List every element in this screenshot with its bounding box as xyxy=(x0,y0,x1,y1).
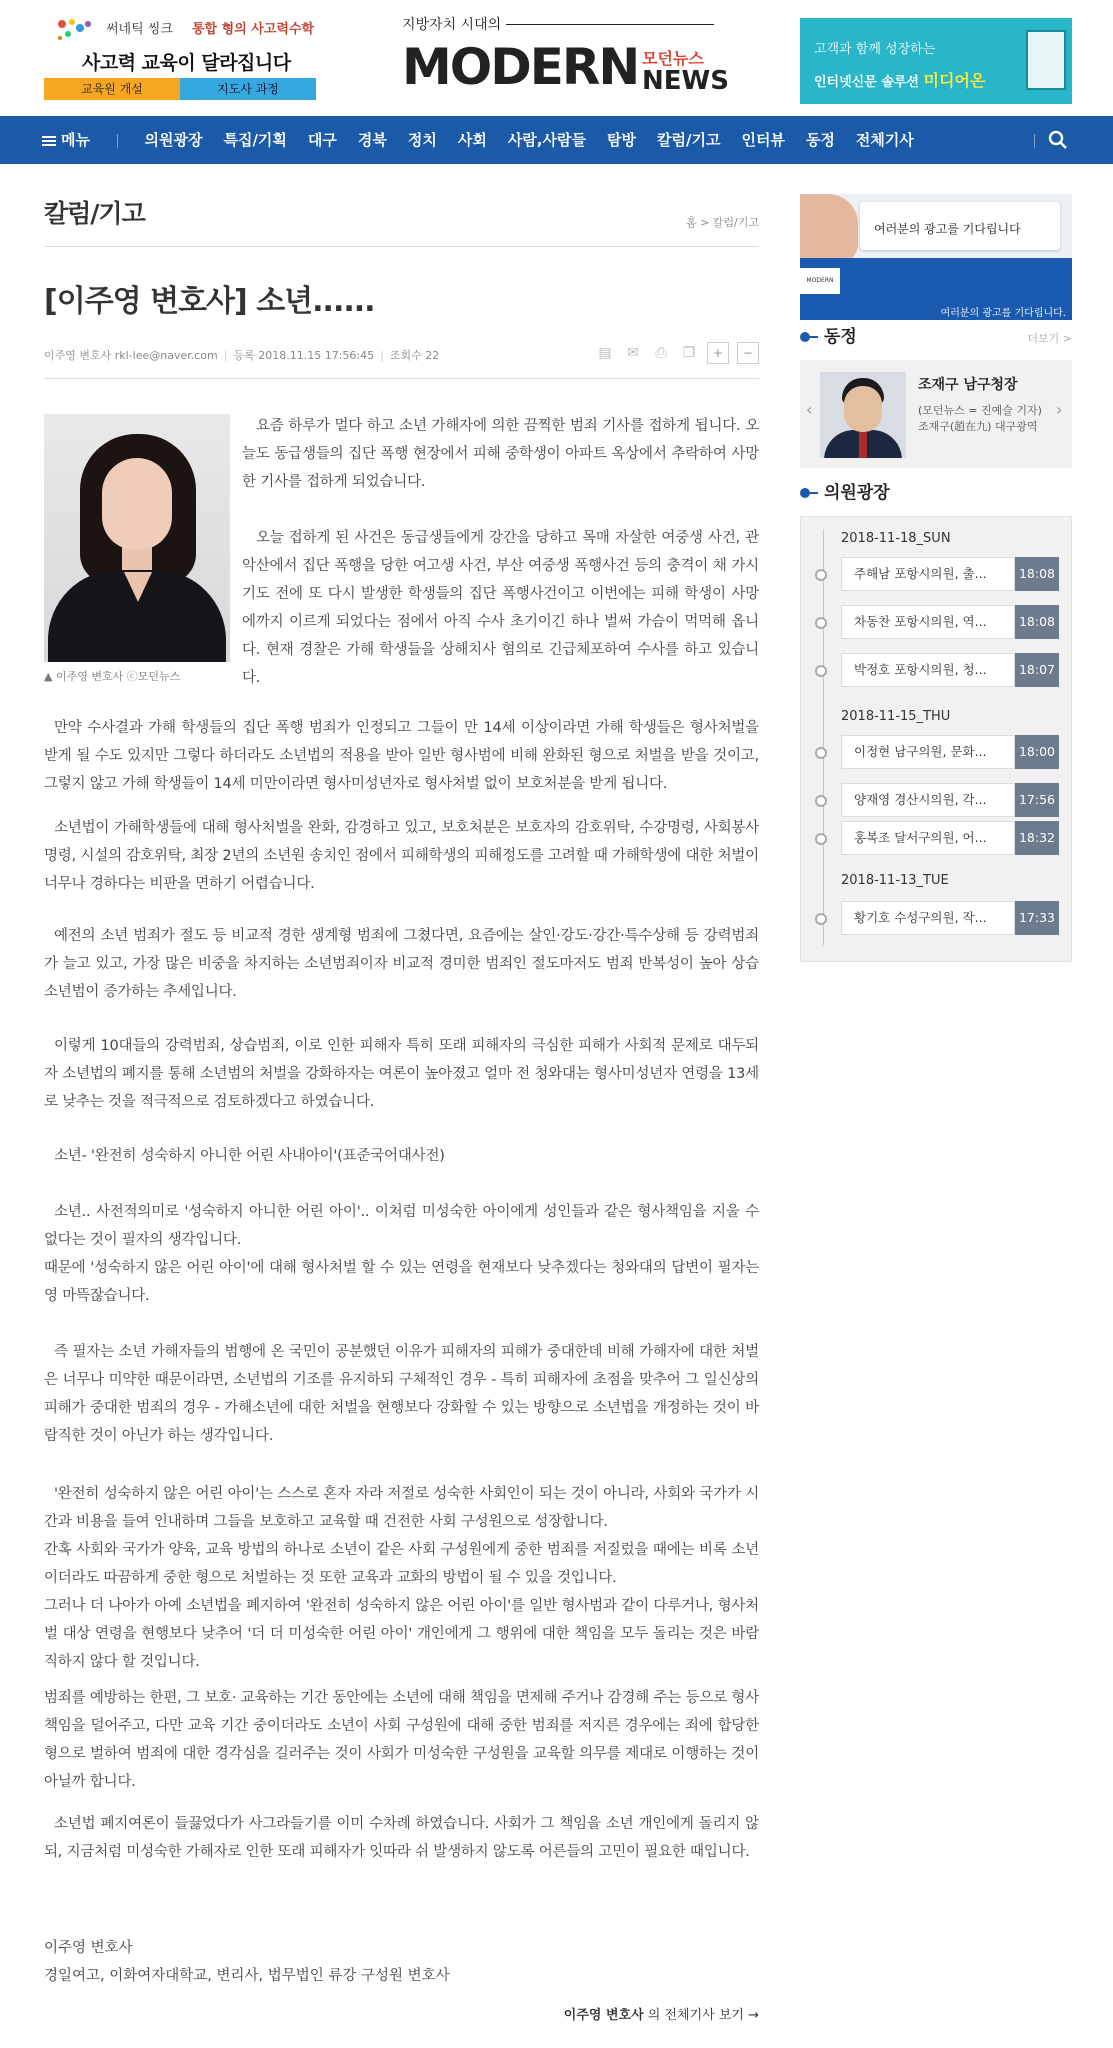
article-paragraph: '완전히 성숙하지 않은 어린 아이'는 스스로 혼자 자라 저절로 성숙한 사회인이 되는 것이 아니라, 사회와 국가가 시간과 비용을 들여 인내하며 그들을 보호하고 교육할 때 건전한 사회 구성원으로 성장합니다. xyxy=(44,1486,759,1530)
timeline-node-icon xyxy=(815,747,827,759)
council-item-time: 17:56 xyxy=(1015,783,1059,817)
author-signature xyxy=(44,1934,450,1990)
more-link[interactable]: 더보기 > xyxy=(1027,332,1072,345)
chevron-right-icon[interactable]: › xyxy=(1056,400,1063,419)
byline[interactable]: 이주영 변호사 rkl-lee@naver.com xyxy=(44,349,218,362)
ad-right-line1: 고객과 함께 성장하는 xyxy=(814,42,936,57)
article-paragraph: 예전의 소년 범죄가 절도 등 비교적 경한 생계형 범죄에 그쳤다면, 요즘에는 살인·강도·강간·특수상해 등 강력범죄가 늘고 있고, 가장 많은 비중을 차지하는 소년범죄이자 비교적 경미한 범죄인 절도마저도 범죄 반복성이 높아 상습소년범이 증가하는 추세입니다. xyxy=(44,928,759,1000)
nav-item[interactable]: 전체기사 xyxy=(855,131,914,149)
logo-tagline: 지방자치 시대의 xyxy=(402,17,502,33)
article-paragraph: 그러나 더 나아가 아예 소년법을 폐지하여 '완전히 성숙하지 않은 어린 아이'를 일반 형사범과 같이 다루거나, 형사처벌 대상 연령을 현행보다 낮추어 '더 더 미성숙한 어린 아이' 개인에게 그 행위에 대한 책임을 모두 돌리는 것은 바람직하지 않다 할 것입니다. xyxy=(44,1598,759,1670)
all-articles-link[interactable]: 이주영 변호사 의 전체기사 보기 → xyxy=(563,2008,759,2023)
nav-item[interactable]: 탐방 xyxy=(607,131,636,149)
people-desc: (모던뉴스 = 진예슬 기자) xyxy=(918,404,1042,417)
ad-logo-card: MODERN xyxy=(800,268,840,294)
divider xyxy=(44,246,759,247)
council-item-title[interactable]: 홍복조 달서구의원, 어... xyxy=(841,821,1015,855)
council-item[interactable] xyxy=(841,605,1059,639)
council-item[interactable] xyxy=(841,821,1059,855)
nav-item[interactable]: 동정 xyxy=(805,131,835,149)
people-photo xyxy=(820,372,906,458)
site-header xyxy=(0,0,1113,116)
timeline-node-icon xyxy=(815,913,827,925)
article-paragraph: 소년.. 사전적의미로 '성숙하지 아니한 어린 아이'.. 이처럼 미성숙한 아이에게 성인들과 같은 형사책임을 지울 수 없다는 것이 필자의 생각입니다. xyxy=(44,1204,759,1248)
header-ad-left[interactable] xyxy=(44,14,316,100)
timeline-date: 2018-11-13_TUE xyxy=(841,873,949,888)
timeline-line xyxy=(823,529,824,945)
council-item[interactable] xyxy=(841,783,1059,817)
council-item[interactable] xyxy=(841,653,1059,687)
timeline-node-icon xyxy=(815,665,827,677)
hamburger-icon xyxy=(42,136,56,146)
article-tools xyxy=(595,342,759,364)
nav-item[interactable]: 특집/기획 xyxy=(223,131,287,149)
device-icon xyxy=(1026,30,1066,90)
article-meta: 이주영 변호사 rkl-lee@naver.com | 등록 2018.11.15 17:56:45 | 조회수 22 xyxy=(44,349,440,362)
timeline-node-icon xyxy=(815,569,827,581)
nav-item[interactable]: 의원광장 xyxy=(144,131,203,149)
council-item[interactable] xyxy=(841,735,1059,769)
author-name: 이주영 변호사 xyxy=(44,1940,133,1956)
article-paragraph: 이렇게 10대들의 강력범죄, 상습범죄, 이로 인한 피해자 특히 또래 피해자의 극심한 피해가 사회적 문제로 대두되자 소년법의 폐지를 통해 소년범의 처벌을 강화하자는 여론이 높아졌고 얼마 전 청와대는 형사미성년자 연령을 13세로 낮추는 것을 적극적으로 검토하겠다고 하였습니다. xyxy=(44,1038,759,1110)
council-item-title[interactable]: 황기호 수성구의원, 작... xyxy=(841,901,1015,935)
nav-item[interactable]: 사람,사람들 xyxy=(507,131,587,149)
divider xyxy=(44,378,759,379)
logo-korean: 모던뉴스 xyxy=(642,49,704,68)
nav-item[interactable]: 사회 xyxy=(457,131,487,149)
logo-wordmark: MODERN xyxy=(402,38,639,96)
council-item-time: 17:33 xyxy=(1015,901,1059,935)
sidebar-ad[interactable] xyxy=(800,194,1072,320)
article-paragraph: 소년법 폐지여론이 들끓었다가 사그라들기를 이미 수차례 하였습니다. 사회가 그 책임을 소년 개인에게 돌리지 않되, 지금처럼 미성숙한 가해자로 인한 또래 피해자가 잇따라 쉬 발생하지 않도록 어른들의 고민이 필요한 때입니다. xyxy=(44,1816,759,1860)
council-item-title[interactable]: 박정호 포항시의원, 청... xyxy=(841,653,1015,687)
nav-item[interactable]: 인터뷰 xyxy=(741,131,785,149)
people-card[interactable] xyxy=(800,360,1072,468)
article-paragraph: 소년법이 가해학생들에 대해 형사처벌을 완화, 감경하고 있고, 보호처분은 보호자의 감호위탁, 수강명령, 사회봉사명령, 시설의 감호위탁, 최장 2년의 소년원 송치인 점에서 피해학생의 피해정도를 고려할 때 가해학생에 대한 처벌이 너무나 경하다는 비판을 면하기 어렵습니다. xyxy=(44,820,759,892)
menu-button[interactable]: 메뉴 xyxy=(42,116,90,164)
ad-button-course[interactable]: 지도사 과정 xyxy=(180,78,316,100)
article-title: [이주영 변호사] 소년...... xyxy=(44,284,375,319)
council-item-title[interactable]: 주해남 포항시의원, 출... xyxy=(841,557,1015,591)
header-ad-right[interactable] xyxy=(800,18,1072,104)
sidebar-ad-line1: 여러분의 광고를 기다립니다 xyxy=(874,222,1021,236)
photo-caption: ▲ 이주영 변호사 ⓒ모던뉴스 xyxy=(44,670,181,683)
brand-logo-icon xyxy=(54,16,98,46)
timeline-node-icon xyxy=(815,795,827,807)
author-photo-figure xyxy=(44,414,230,683)
council-item-time: 18:32 xyxy=(1015,821,1059,855)
chevron-left-icon[interactable]: ‹ xyxy=(806,400,813,419)
hand-graphic xyxy=(800,194,858,264)
nav-items xyxy=(134,116,924,164)
article-paragraph: 때문에 '성숙하지 않은 어린 아이'에 대해 형사처벌 할 수 있는 연령을 현재보다 낮추겠다는 청와대의 답변이 필자는 영 마뜩잖습니다. xyxy=(44,1260,759,1304)
logo-news: NEWS xyxy=(642,66,729,96)
search-icon[interactable] xyxy=(1048,130,1068,150)
council-item[interactable] xyxy=(841,557,1059,591)
timeline-node-icon xyxy=(815,833,827,845)
timeline-date: 2018-11-18_SUN xyxy=(841,531,951,546)
logo-rule xyxy=(506,24,714,25)
timeline-node-icon xyxy=(815,617,827,629)
council-heading: 의원광장 xyxy=(800,478,890,503)
people-name: 조재구 남구청장 xyxy=(918,377,1018,393)
copy-icon[interactable]: ❐ xyxy=(682,345,696,361)
council-item-title[interactable]: 이정현 남구의원, 문화... xyxy=(841,735,1015,769)
ad-right-line2: 인터넷신문 솔루션 미디어온 xyxy=(814,71,986,90)
print-icon[interactable]: ⎙ xyxy=(655,345,667,361)
council-item-time: 18:08 xyxy=(1015,557,1059,591)
council-item[interactable] xyxy=(841,901,1059,935)
council-timeline xyxy=(800,516,1072,962)
ad-brand: 써네틱 씽크 xyxy=(106,22,173,37)
article-paragraph: 요즘 하루가 멀다 하고 소년 가해자에 의한 끔찍한 범죄 기사를 접하게 됩니다. 오늘도 동급생들의 집단 폭행 현장에서 피해 중학생이 아파트 옥상에서 추락하여 사망한 기사를 접하게 되었습니다. xyxy=(242,418,759,490)
author-photo xyxy=(44,414,230,662)
council-item-time: 18:08 xyxy=(1015,605,1059,639)
ad-brand-tag: 통합 형의 사고력수학 xyxy=(192,22,315,37)
author-bio: 경일여고, 이화여자대학교, 변리사, 법무법인 류강 구성원 변호사 xyxy=(44,1968,450,1984)
council-item-title[interactable]: 양재영 경산시의원, 각... xyxy=(841,783,1015,817)
mail-icon[interactable]: ✉ xyxy=(627,345,639,361)
people-heading: 동정 xyxy=(800,322,857,347)
breadcrumb[interactable]: 홈 > 칼럼/기고 xyxy=(685,216,759,229)
article-paragraph: 범죄를 예방하는 한편, 그 보호· 교육하는 기간 동안에는 소년에 대해 책임을 면제해 주거나 감경해 주는 등으로 형사 책임을 덜어주고, 다만 교육 기간 중이더라도 소년이 사회 구성원에 대해 중한 범죄를 저지른 경우에는 죄에 합당한 형으로 벌하여 범죄에 대한 경각심을 길러주는 것이 사회가 미성숙한 구성원을 교육할 의무를 제대로 이행하는 것이 아닐까 합니다. xyxy=(44,1690,759,1790)
sidebar-ad-line2: 여러분의 광고를 기다립니다. xyxy=(940,308,1066,319)
nav-divider xyxy=(117,134,118,148)
people-desc: 조재구(趙在九) 대구광역 xyxy=(918,420,1038,433)
article-paragraph: 오늘 접하게 된 사건은 동급생들에게 강간을 당하고 목매 자살한 여중생 사건, 관악산에서 집단 폭행을 당한 여고생 사건, 부산 여중생 폭행사건 등의 충격이 채 가시기도 전에 또 다시 발생한 학생들의 집단 폭행사건이고 이번에는 피해 학생이 사망에까지 이르게 되었다는 점에서 아직 수사 초기이긴 하나 벌써 가슴이 먹먹해 옵니다. 현재 경찰은 가해 학생들을 상해치사 혐의로 긴급체포하여 수사를 하고 있습니다. xyxy=(242,530,759,686)
main-nav xyxy=(0,116,1113,164)
site-logo[interactable] xyxy=(402,14,729,106)
nav-item[interactable]: 대구 xyxy=(307,131,337,149)
font-decrease-button[interactable]: − xyxy=(737,342,759,364)
list-icon[interactable]: ▤ xyxy=(598,345,612,361)
nav-item[interactable]: 정치 xyxy=(407,131,437,149)
council-item-time: 18:07 xyxy=(1015,653,1059,687)
section-title: 칼럼/기고 xyxy=(44,199,145,228)
article-paragraph: 만약 수사결과 가해 학생들의 집단 폭행 범죄가 인정되고 그들이 만 14세 이상이라면 가해 학생들은 형사처벌을 받게 될 수도 있지만 그렇다 하더라도 소년법의 적용을 받아 일반 형사범에 비해 완화된 형으로 처벌을 받을 것이고, 그렇지 않고 가해 학생들이 14세 미만이라면 형사미성년자로 형사처벌 없이 보호처분을 받게 됩니다. xyxy=(44,720,759,792)
registered-date: 등록 2018.11.15 17:56:45 xyxy=(233,349,375,362)
article-paragraph: 간혹 사회와 국가가 양육, 교육 방법의 하나로 소년이 같은 사회 구성원에게 중한 범죄를 저질렀을 때에는 비록 소년이더라도 따끔하게 중한 형으로 처벌하는 것 또한 교육과 교화의 방법이 될 수 있을 것입니다. xyxy=(44,1542,759,1586)
ad-headline: 사고력 교육이 달라집니다 xyxy=(82,52,291,74)
nav-item[interactable]: 경북 xyxy=(357,131,387,149)
council-item-time: 18:00 xyxy=(1015,735,1059,769)
nav-item[interactable]: 칼럼/기고 xyxy=(657,131,721,149)
ad-right-brand: 미디어온 xyxy=(923,71,986,90)
council-item-title[interactable]: 차동찬 포항시의원, 역... xyxy=(841,605,1015,639)
nav-divider xyxy=(1034,134,1035,148)
ad-button-open[interactable]: 교육원 개설 xyxy=(44,78,180,100)
font-increase-button[interactable]: + xyxy=(707,342,729,364)
article-paragraph: 즉 필자는 소년 가해자들의 범행에 온 국민이 공분했던 이유가 피해자의 피해가 중대한데 비해 가해자에 대한 처벌은 너무나 미약한 때문이라면, 소년법의 기조를 유지하되 구체적인 경우 - 특히 피해자에 초점을 맞추어 그 일신상의 피해가 중대한 범죄의 경우 - 가해소년에 대한 처벌을 현행보다 강화할 수 있는 방향으로 소년법을 개정하는 것이 바람직한 것이 아닌가 하는 생각입니다. xyxy=(44,1344,759,1444)
view-count: 조회수 22 xyxy=(389,349,440,362)
article-paragraph: 소년- '완전히 성숙하지 아니한 어린 사내아이'(표준국어대사전) xyxy=(54,1148,445,1164)
timeline-date: 2018-11-15_THU xyxy=(841,709,951,724)
